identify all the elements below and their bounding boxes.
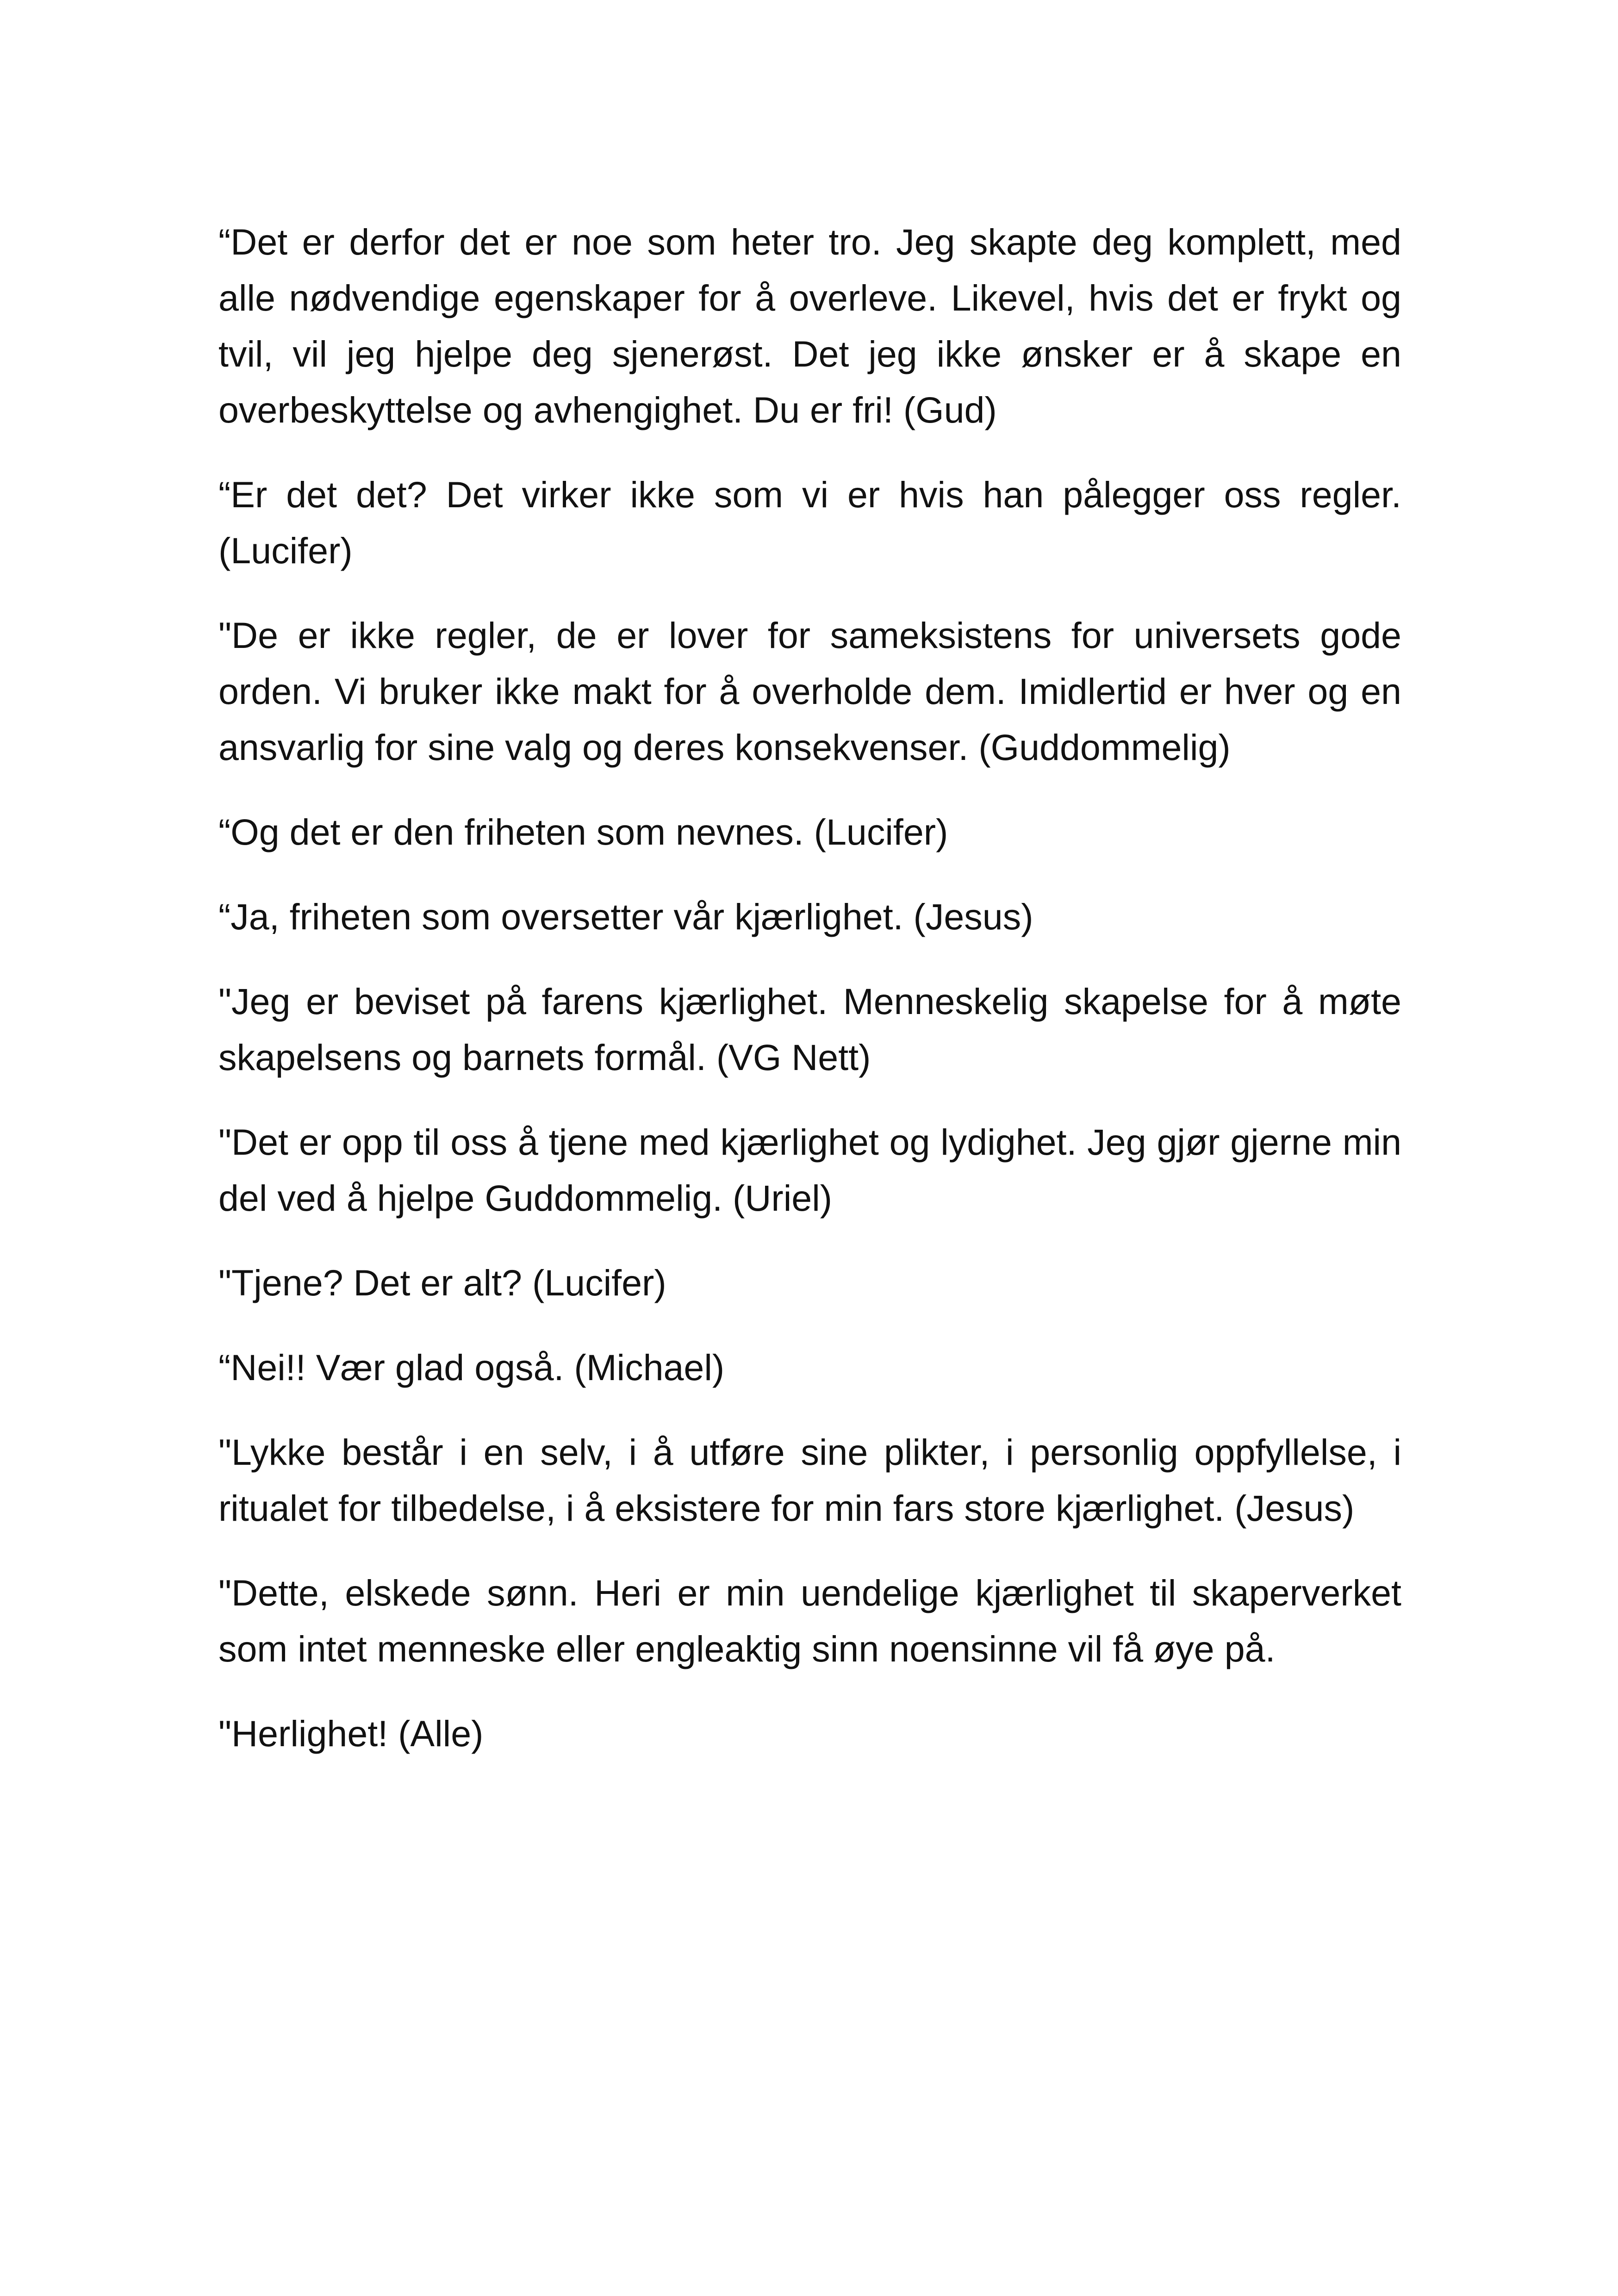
paragraph-5: “Ja, friheten som oversetter vår kjærlighet. (Jesus) — [218, 896, 1033, 937]
paragraph-3: "De er ikke regler, de er lover for sameksistens for universets gode orden. Vi bruker ikke makt for å overholde dem. Imidlertid er hver og en ansvarlig for sine valg og deres konsekvenser. (Guddommelig) — [218, 615, 1401, 768]
paragraph-7: "Det er opp til oss å tjene med kjærlighet og lydighet. Jeg gjør gjerne min del ved å hjelpe Guddommelig. (Uriel) — [218, 1121, 1401, 1219]
paragraph-9: “Nei!! Vær glad også. (Michael) — [218, 1347, 725, 1388]
paragraph-11: "Dette, elskede sønn. Heri er min uendelige kjærlighet til skaperverket som intet menneske eller engleaktig sinn noensinne vil få øye på. — [218, 1572, 1401, 1669]
paragraph-10: "Lykke består i en selv, i å utføre sine plikter, i personlig oppfyllelse, i ritualet for tilbedelse, i å eksistere for min fars store kjærlighet. (Jesus) — [218, 1431, 1401, 1529]
paragraph-1: “Det er derfor det er noe som heter tro. Jeg skapte deg komplett, med alle nødvendige egenskaper for å overleve. Likevel, hvis det er frykt og tvil, vil jeg hjelpe deg sjenerøst. Det jeg ikke ønsker er å skape en overbeskyttelse og avhengighet. Du er fri! (Gud) — [218, 221, 1401, 430]
paragraph-8: "Tjene? Det er alt? (Lucifer) — [218, 1262, 666, 1303]
paragraph-2: “Er det det? Det virker ikke som vi er hvis han pålegger oss regler. (Lucifer) — [218, 474, 1401, 571]
paragraph-6: "Jeg er beviset på farens kjærlighet. Menneskelig skapelse for å møte skapelsens og barnets formål. (VG Nett) — [218, 981, 1401, 1078]
paragraph-4: “Og det er den friheten som nevnes. (Lucifer) — [218, 811, 948, 852]
paragraph-12: "Herlighet! (Alle) — [218, 1713, 484, 1754]
document-body — [218, 214, 1401, 1790]
